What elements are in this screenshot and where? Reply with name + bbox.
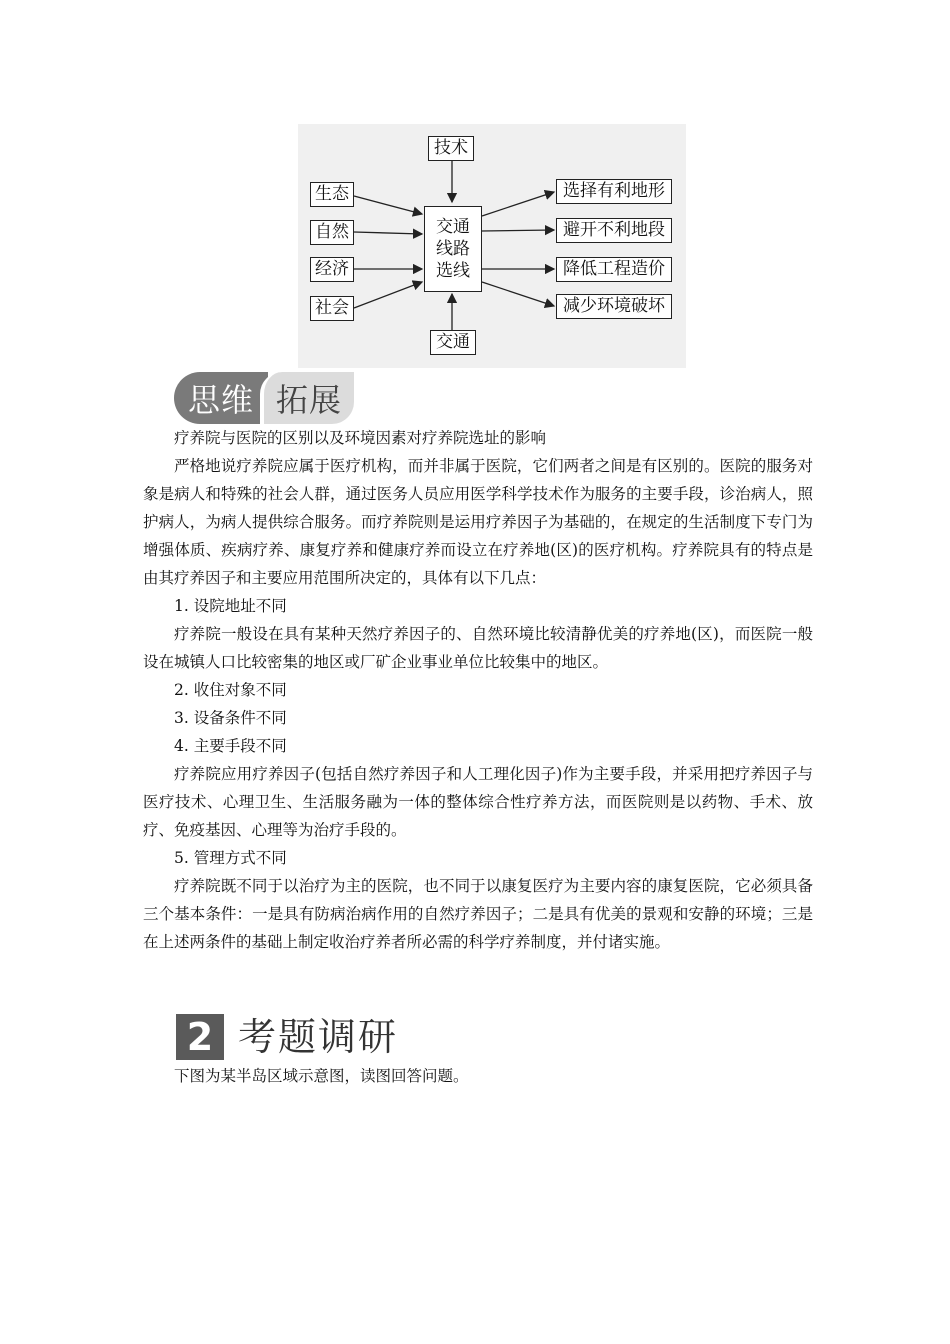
section-number-badge: 2 — [176, 1014, 224, 1060]
section-heading-5: 5. 管理方式不同 — [174, 849, 287, 867]
factor-society: 社会 — [310, 296, 354, 321]
thinking-extension-banner — [174, 372, 350, 424]
question-prompt: 下图为某半岛区域示意图，读图回答问题。 — [174, 1067, 469, 1085]
center-line-1: 交通 — [436, 217, 470, 237]
center-line-2: 线路 — [436, 239, 470, 259]
section-paragraph-1: 疗养院一般设在具有某种天然疗养因子的、自然环境比较清静优美的疗养地(区)，而医院一般设在城镇人口比较密集的地区或厂矿企业事业单位比较集中的地区。 — [143, 625, 813, 671]
outcome-reduce-cost: 降低工程造价 — [556, 257, 672, 282]
center-line-3: 选线 — [436, 261, 470, 281]
section-paragraph-4: 疗养院应用疗养因子(包括自然疗养因子和人工理化因子)作为主要手段，并采用把疗养因子与医疗技术、心理卫生、生活服务融为一体的整体综合性疗养方法，而医院则是以药物、手术、放疗、免疫基因、心理等为治疗手段的。 — [143, 765, 813, 839]
article-body — [143, 424, 813, 956]
center-route-selection — [424, 206, 482, 292]
section-title: 考题调研 — [238, 1015, 399, 1059]
outcome-reduce-env-damage: 减少环境破坏 — [556, 294, 672, 319]
route-selection-diagram — [298, 124, 686, 368]
section-heading-1: 1. 设院地址不同 — [174, 597, 287, 615]
factor-nature: 自然 — [310, 220, 354, 245]
factor-ecology: 生态 — [310, 182, 354, 207]
factor-transport: 交通 — [430, 330, 476, 355]
question-prompt-block — [143, 1062, 813, 1090]
factor-technology: 技术 — [428, 136, 474, 161]
diagram-arrows — [298, 124, 686, 368]
section-paragraph-5: 疗养院既不同于以治疗为主的医院，也不同于以康复医疗为主要内容的康复医院，它必须具备三个基本条件：一是具有防病治病作用的自然疗养因子；二是具有优美的景观和安静的环境；三是在上述两条件的基础上制定收治疗养者所必需的科学疗养制度，并付诸实施。 — [143, 877, 813, 951]
factor-economy: 经济 — [310, 257, 354, 282]
article-title: 疗养院与医院的区别以及环境因素对疗养院选址的影响 — [174, 429, 547, 447]
banner-left-label: 思维 — [174, 372, 268, 424]
section-heading-4: 4. 主要手段不同 — [174, 737, 287, 755]
outcome-avoid-bad-sections: 避开不利地段 — [556, 218, 672, 243]
outcome-favorable-terrain: 选择有利地形 — [556, 179, 672, 204]
section-heading-2: 2. 收住对象不同 — [174, 681, 287, 699]
section-heading-3: 3. 设备条件不同 — [174, 709, 287, 727]
article-intro: 严格地说疗养院应属于医疗机构，而并非属于医院，它们两者之间是有区别的。医院的服务对象是病人和特殊的社会人群，通过医务人员应用医学科学技术作为服务的主要手段，诊治病人，照护病人，为病人提供综合服务。而疗养院则是运用疗养因子为基础的，在规定的生活制度下专门为增强体质、疾病疗养、康复疗养和健康疗养而设立在疗养地(区)的医疗机构。疗养院具有的特点是由其疗养因子和主要应用范围所决定的，具体有以下几点： — [143, 457, 813, 587]
banner-right-label: 拓展 — [260, 372, 354, 424]
